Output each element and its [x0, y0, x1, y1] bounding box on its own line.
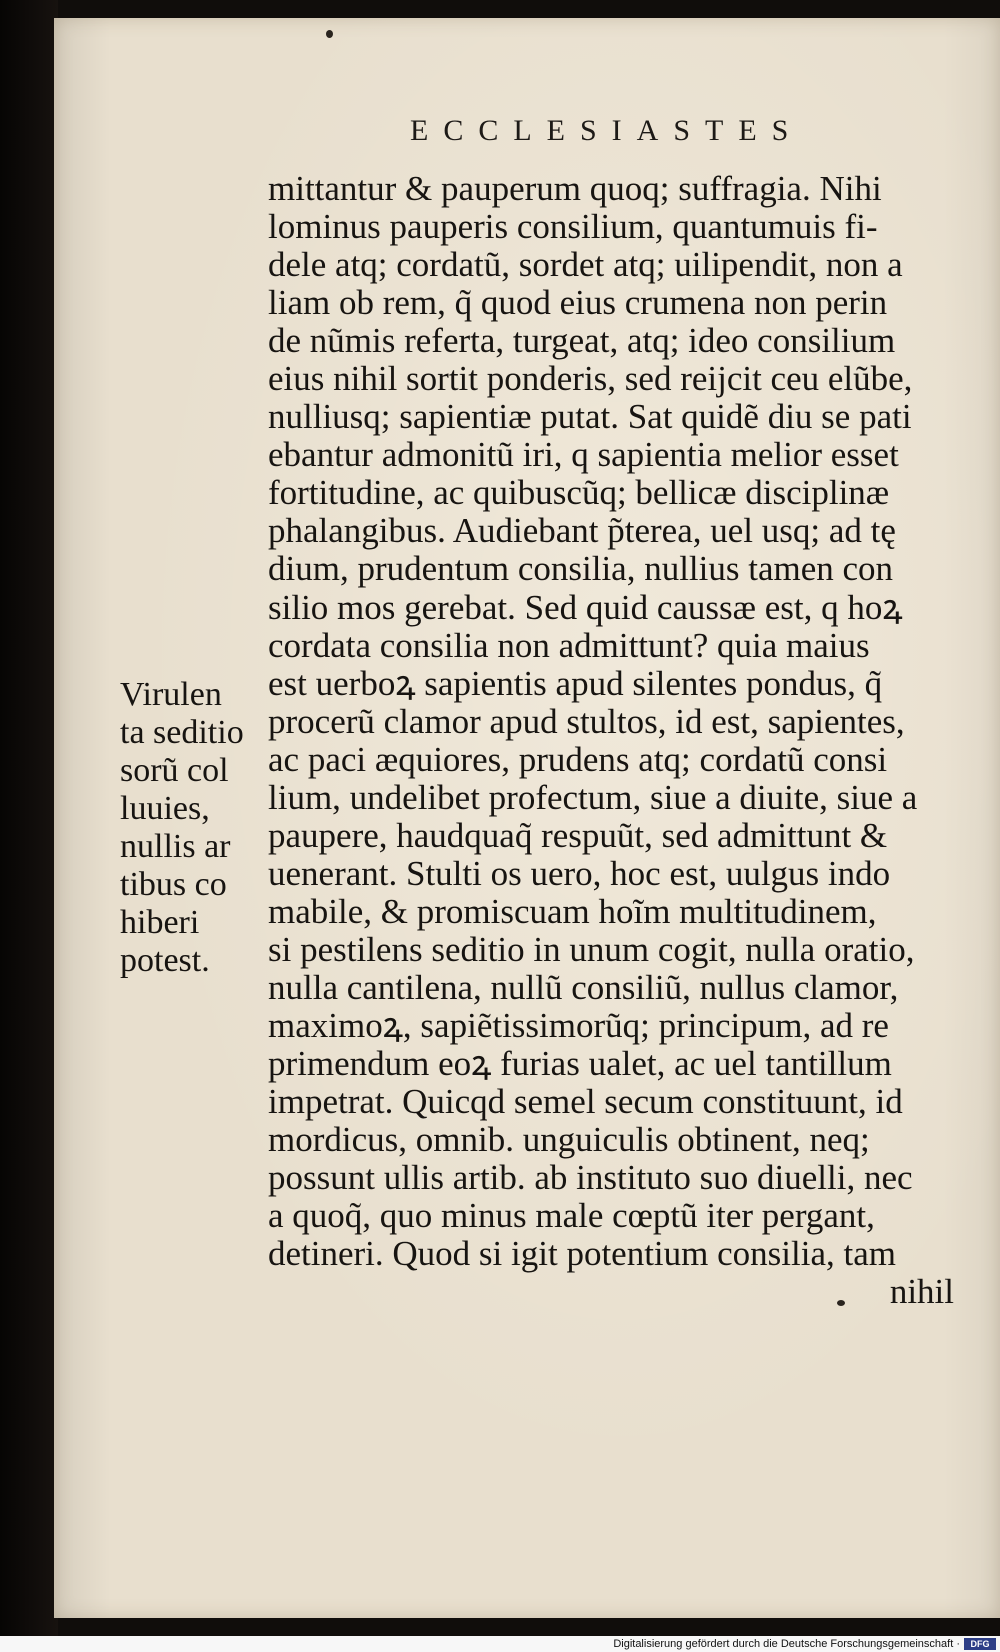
text-line: si pestilens seditio in unum cogit, nulla oratio, — [268, 930, 915, 969]
text-line: maximoꝝ, sapiẽtissimorũq; principum, ad re — [268, 1007, 889, 1046]
text-line: cordata consilia non admittunt? quia maius — [268, 626, 870, 665]
text-line: liam ob rem, q̃ quod eius crumena non perin — [268, 284, 888, 323]
marginal-note-line: potest. — [120, 942, 210, 980]
marginal-note-line: nullis ar — [120, 828, 231, 866]
marginal-note-line: tibus co — [120, 866, 227, 904]
marginal-note-line: Virulen — [120, 676, 222, 713]
marginal-note-line: ta seditio — [120, 714, 244, 752]
text-line: de nũmis referta, turgeat, atq; ideo consilium — [268, 322, 896, 361]
text-line: ac paci æquiores, prudens atq; cordatũ consi — [268, 740, 888, 779]
marginal-note-line: sorũ col — [120, 752, 229, 790]
text-line: mittantur & pauperum quoq; suffragia. Nihi — [268, 170, 882, 208]
marginal-note — [120, 676, 260, 980]
text-line: primendum eoꝝ furias ualet, ac uel tantillum — [268, 1045, 892, 1084]
text-line: eius nihil sortit ponderis, sed reijcit ceu elũbe, — [268, 360, 913, 399]
text-line: lium, undelibet profectum, siue a diuite, siue a — [268, 778, 918, 817]
text-line: a quoq̃, quo minus male cœptũ iter pergant, — [268, 1197, 875, 1236]
text-line: mordicus, omnib. unguiculis obtinent, neq; — [268, 1121, 870, 1160]
text-line: possunt ullis artib. ab instituto suo diuelli, nec — [268, 1159, 913, 1198]
text-line: dele atq; cordatũ, sordet atq; uilipendit, non a — [268, 246, 903, 285]
text-line: dium, prudentum consilia, nullius tamen con — [268, 550, 894, 589]
text-line: nulliusq; sapientiæ putat. Sat quidẽ diu se pati — [268, 398, 912, 437]
text-line: fortitudine, ac quibuscũq; bellicæ disciplinæ — [268, 474, 890, 513]
text-line: nulla cantilena, nullũ consiliũ, nullus clamor, — [268, 968, 899, 1007]
text-line: est uerboꝝ sapientis apud silentes pondus, q̃ — [268, 664, 883, 703]
running-head: ECCLESIASTES — [410, 114, 804, 147]
catchword: nihil — [889, 1273, 954, 1312]
ink-speck — [326, 30, 333, 38]
text-line: impetrat. Quicqd semel secum constituunt, id — [268, 1083, 903, 1122]
text-line: detineri. Quod si igit potentium consilia, tam — [268, 1235, 896, 1274]
binding-shadow — [0, 0, 58, 1652]
text-line: paupere, haudquaq̃ respuũt, sed admittunt & — [268, 816, 888, 855]
text-line: silio mos gerebat. Sed quid caussæ est, q hoꝝ — [268, 588, 903, 627]
text-line: lominus pauperis consilium, quantumuis fi- — [268, 208, 878, 247]
text-line: uenerant. Stulti os uero, hoc est, uulgus indo — [268, 854, 891, 893]
text-line: ebantur admonitũ iri, q sapientia melior esset — [268, 436, 899, 475]
marginal-note-line: hiberi — [120, 904, 200, 942]
dfg-logo: DFG — [964, 1638, 996, 1650]
funding-credit: Digitalisierung gefördert durch die Deutsche Forschungsgemeinschaft · — [613, 1638, 960, 1650]
text-line: procerũ clamor apud stultos, id est, sapientes, — [268, 702, 905, 741]
main-text-column — [268, 170, 958, 1311]
marginal-note-line: luuies, — [120, 790, 210, 828]
text-line: mabile, & promiscuam hoĩm multitudinem, — [268, 892, 877, 931]
text-line: phalangibus. Audiebant p̃terea, uel usq; ad tę — [268, 512, 896, 551]
